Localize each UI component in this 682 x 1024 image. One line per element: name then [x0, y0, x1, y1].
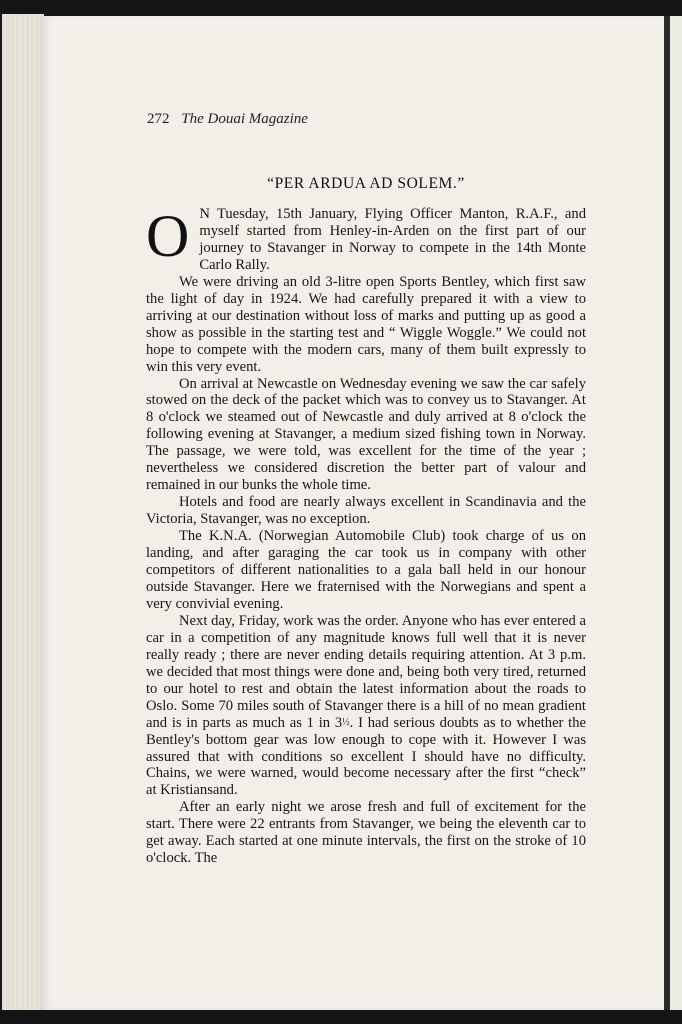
- paragraph-5: The K.N.A. (Norwegian Automobile Club) took charge of us on landing, and after garaging the car took us in company with other competitors of different nationalities to a gala ball held in our honour outside Stavanger. Here we fraternised with the Norwegians and spent a very convivial evening.: [146, 528, 586, 612]
- paragraph-3: On arrival at Newcastle on Wednesday evening we saw the car safely stowed on the deck of the packet which was to convey us to Stavanger. At 8 o'clock we steamed out of Newcastle and duly arrived at 8 o'clock the following evening at Stavanger, a medium sized fishing town in Norway. The passage, we were told, was excellent for the time of the year ; nevertheless we considered discretion the better part of valour and remained in our bunks the whole time.: [146, 375, 586, 494]
- article-body: [146, 203, 587, 867]
- facing-page-edge: [670, 16, 682, 1010]
- paragraph-1-text: N Tuesday, 15th January, Flying Officer Manton, R.A.F., and myself started from Henley-in-Arden on the first part of our journey to Stavanger in Norway to compete in the 14th Monte Carlo Rally.: [199, 206, 586, 273]
- fraction-half: ½: [342, 716, 350, 728]
- paragraph-7: After an early night we arose fresh and full of excitement for the start. There were 22 entrants from Stavanger, we being the eleventh car to get away. Each started at one minute intervals, the first on the stroke of 10 o'clock. The: [146, 799, 586, 867]
- paragraph-6-text-b: . I had serious doubts as to whether the Bentley's bottom gear was low enough to cope with it. However I was assured that with conditions so excellent I should have no difficulty. Chains, we were warned, would become necessary after the first “check” at Kristiansand.: [146, 714, 587, 799]
- article-title: “PER ARDUA AD SOLEM.”: [267, 175, 465, 192]
- running-header: [147, 111, 308, 128]
- scanner-bottom-border: [0, 1010, 682, 1024]
- drop-cap: O: [146, 203, 190, 269]
- magazine-title: The Douai Magazine: [181, 111, 308, 127]
- paragraph-4: Hotels and food are nearly always excellent in Scandinavia and the Victoria, Stavanger, was no exception.: [146, 494, 586, 528]
- page-number: 272: [147, 111, 170, 127]
- paragraph-2: We were driving an old 3-litre open Sports Bentley, which first saw the light of day in 1924. We had carefully prepared it with a view to arriving at our destination without loss of marks and putting up as good a show as possible in the starting test and “ Wiggle Woggle.” We could not hope to compete with the modern cars, many of them built expressly to win this very event.: [146, 273, 586, 375]
- scanner-top-border: [0, 0, 682, 16]
- book-page-edges: [2, 14, 44, 1012]
- paragraph-6: [146, 613, 586, 799]
- paragraph-1: [146, 203, 586, 274]
- paragraph-6-text-a: Next day, Friday, work was the order. Anyone who has ever entered a car in a competition of any magnitude knows full well that it is never really ready ; there are never ending details requiring attention. At 3 p.m. we decided that most things were done and, being both very tired, returned to our hotel to rest and obtain the latest information about the roads to Oslo. Some 70 miles south of Stavanger there is a hill of no mean gradient and is in parts as much as 1 in 3: [146, 612, 586, 731]
